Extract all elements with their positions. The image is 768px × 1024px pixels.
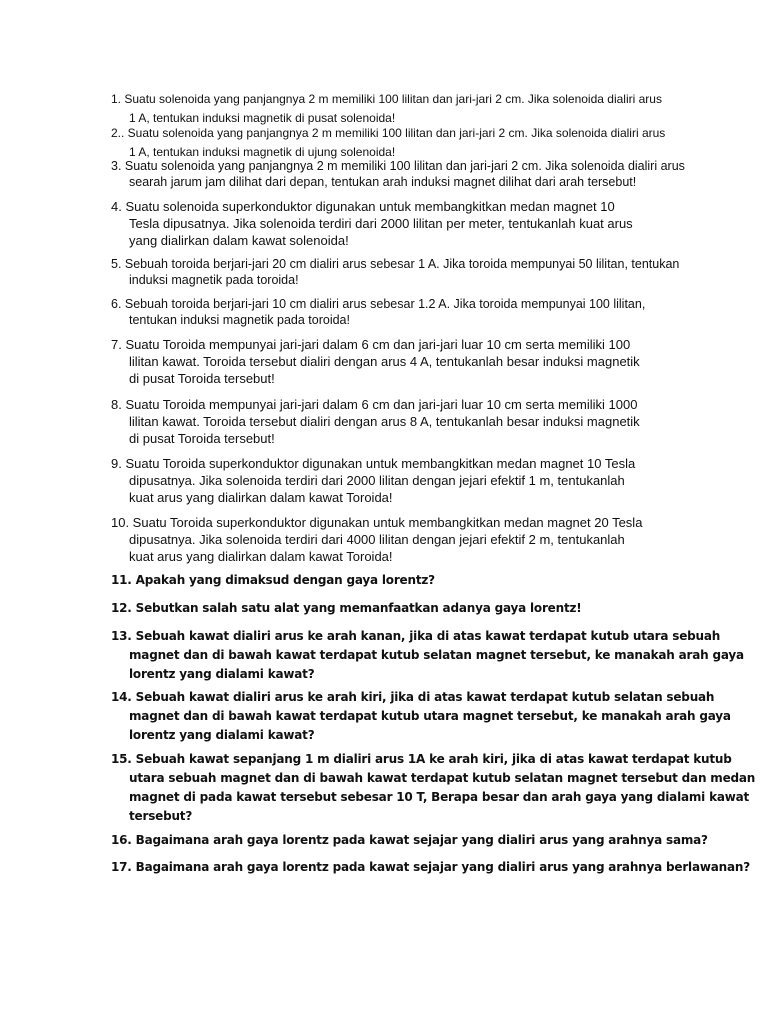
question-line: 9. Suatu Toroida superkonduktor digunakan untuk membangkitkan medan magnet 10 Tesla bbox=[111, 456, 636, 471]
question-line: Tesla dipusatnya. Jika solenoida terdiri dari 2000 lilitan per meter, tentukanlah kuat arus bbox=[129, 216, 633, 231]
question-17 bbox=[111, 858, 750, 877]
question-14 bbox=[111, 688, 731, 745]
question-line: 15. Sebuah kawat sepanjang 1 m dialiri arus 1A ke arah kiri, jika di atas kawat terdapat kutub bbox=[111, 752, 732, 766]
question-line: 12. Sebutkan salah satu alat yang memanfaatkan adanya gaya lorentz! bbox=[111, 601, 582, 615]
question-2 bbox=[111, 124, 691, 162]
question-line: magnet dan di bawah kawat terdapat kutub selatan magnet tersebut, ke manakah arah gaya bbox=[129, 648, 744, 662]
question-line: kuat arus yang dialirkan dalam kawat Toroida! bbox=[129, 490, 393, 505]
question-line: 17. Bagaimana arah gaya lorentz pada kawat sejajar yang dialiri arus yang arahnya berlawanan? bbox=[111, 860, 750, 874]
question-5 bbox=[111, 256, 691, 288]
question-line: utara sebuah magnet dan di bawah kawat terdapat kutub selatan magnet tersebut dan medan bbox=[129, 771, 756, 785]
question-line: 1 A, tentukan induksi magnetik di pusat solenoida! bbox=[129, 111, 396, 125]
question-10 bbox=[111, 514, 691, 565]
question-4 bbox=[111, 198, 691, 249]
question-line: tersebut? bbox=[129, 809, 193, 823]
question-line: induksi magnetik pada toroida! bbox=[129, 273, 299, 287]
question-3 bbox=[111, 158, 691, 190]
question-9 bbox=[111, 455, 691, 506]
question-8 bbox=[111, 396, 691, 447]
question-line: magnet di pada kawat tersebut sebesar 10 T, Berapa besar dan arah gaya yang dialami kawat bbox=[129, 790, 750, 804]
question-line: 2.. Suatu solenoida yang panjangnya 2 m memiliki 100 lilitan dan jari-jari 2 cm. Jika solenoida dialiri arus bbox=[111, 126, 666, 140]
question-7 bbox=[111, 336, 691, 387]
question-line: dipusatnya. Jika solenoida terdiri dari 2000 lilitan dengan jejari efektif 1 m, tentukanlah bbox=[129, 473, 625, 488]
question-line: 16. Bagaimana arah gaya lorentz pada kawat sejajar yang dialiri arus yang arahnya sama? bbox=[111, 833, 708, 847]
question-12 bbox=[111, 599, 691, 618]
question-line: lilitan kawat. Toroida tersebut dialiri dengan arus 8 A, tentukanlah besar induksi magnetik bbox=[129, 414, 640, 429]
question-line: lorentz yang dialami kawat? bbox=[129, 667, 315, 681]
question-line: yang dialirkan dalam kawat solenoida! bbox=[129, 233, 349, 248]
question-line: lorentz yang dialami kawat? bbox=[129, 728, 315, 742]
question-line: 13. Sebuah kawat dialiri arus ke arah kanan, jika di atas kawat terdapat kutub utara sebuah bbox=[111, 629, 721, 643]
question-6 bbox=[111, 296, 691, 328]
question-line: 5. Sebuah toroida berjari-jari 20 cm dialiri arus sebesar 1 A. Jika toroida mempunyai 50 lilitan, tentukan bbox=[111, 257, 680, 271]
question-line: di pusat Toroida tersebut! bbox=[129, 431, 275, 446]
question-line: 8. Suatu Toroida mempunyai jari-jari dalam 6 cm dan jari-jari luar 10 cm serta memiliki 1000 bbox=[111, 397, 638, 412]
question-line: dipusatnya. Jika solenoida terdiri dari 4000 lilitan dengan jejari efektif 2 m, tentukanlah bbox=[129, 532, 625, 547]
question-15 bbox=[111, 750, 756, 826]
question-line: 10. Suatu Toroida superkonduktor digunakan untuk membangkitkan medan magnet 20 Tesla bbox=[111, 515, 643, 530]
question-line: 11. Apakah yang dimaksud dengan gaya lorentz? bbox=[111, 573, 435, 587]
question-line: di pusat Toroida tersebut! bbox=[129, 371, 275, 386]
question-line: searah jarum jam dilihat dari depan, tentukan arah induksi magnet dilihat dari arah tersebut! bbox=[129, 175, 637, 189]
question-line: 14. Sebuah kawat dialiri arus ke arah kiri, jika di atas kawat terdapat kutub selatan sebuah bbox=[111, 690, 715, 704]
question-line: 1. Suatu solenoida yang panjangnya 2 m memiliki 100 lilitan dan jari-jari 2 cm. Jika solenoida dialiri arus bbox=[111, 92, 662, 106]
question-line: 1 A, tentukan induksi magnetik di ujung solenoida! bbox=[129, 145, 396, 159]
question-line: kuat arus yang dialirkan dalam kawat Toroida! bbox=[129, 549, 393, 564]
question-13 bbox=[111, 627, 744, 684]
question-line: 6. Sebuah toroida berjari-jari 10 cm dialiri arus sebesar 1.2 A. Jika toroida mempunyai 100 lilitan, bbox=[111, 297, 646, 311]
question-line: lilitan kawat. Toroida tersebut dialiri dengan arus 4 A, tentukanlah besar induksi magnetik bbox=[129, 354, 640, 369]
question-line: tentukan induksi magnetik pada toroida! bbox=[129, 313, 350, 327]
question-line: 4. Suatu solenoida superkonduktor digunakan untuk membangkitkan medan magnet 10 bbox=[111, 199, 615, 214]
question-line: magnet dan di bawah kawat terdapat kutub utara magnet tersebut, ke manakah arah gaya bbox=[129, 709, 731, 723]
question-16 bbox=[111, 831, 708, 850]
question-line: 3. Suatu solenoida yang panjangnya 2 m memiliki 100 lilitan dan jari-jari 2 cm. Jika solenoida dialiri arus bbox=[111, 159, 685, 173]
question-11 bbox=[111, 571, 691, 590]
question-1 bbox=[111, 90, 691, 128]
question-line: 7. Suatu Toroida mempunyai jari-jari dalam 6 cm dan jari-jari luar 10 cm serta memiliki 100 bbox=[111, 337, 631, 352]
